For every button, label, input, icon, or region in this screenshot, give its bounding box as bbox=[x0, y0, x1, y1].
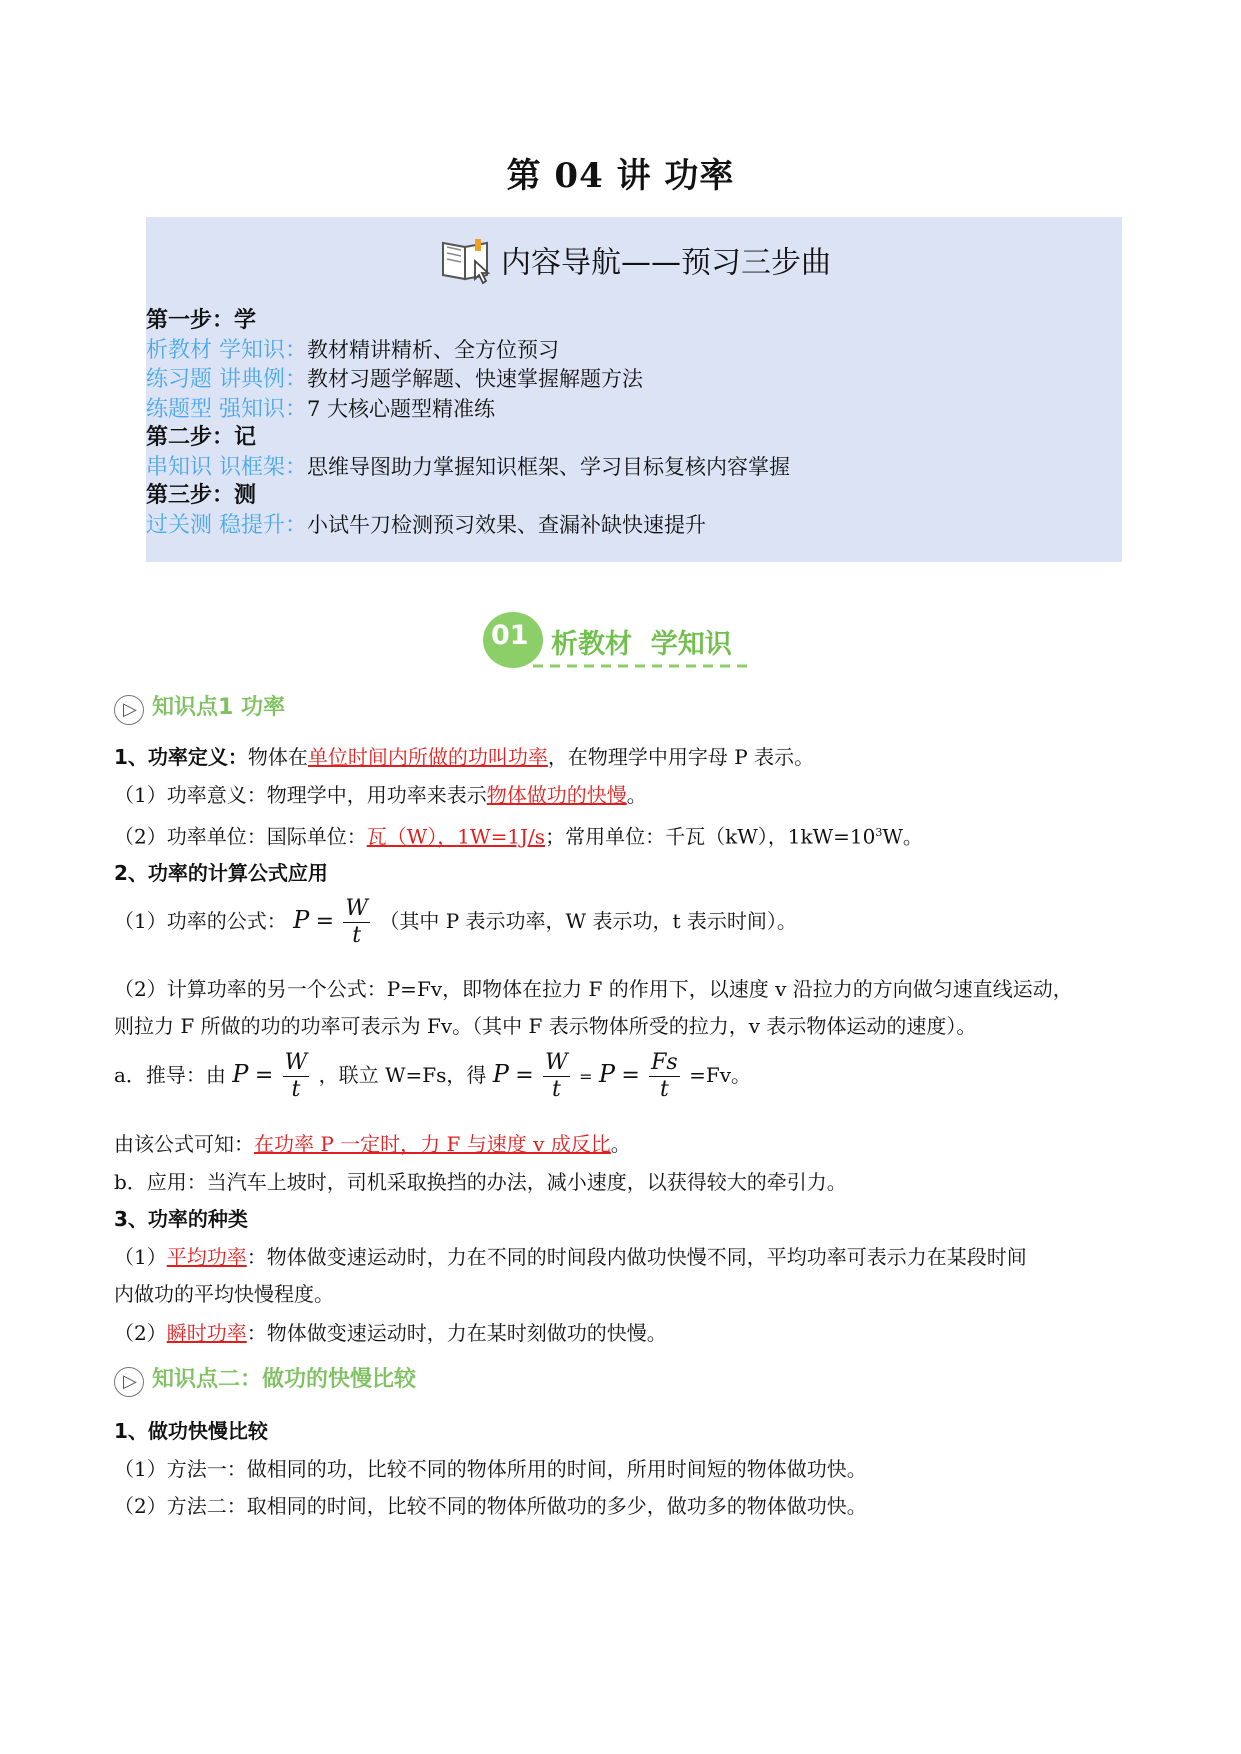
average-power-line bbox=[114, 1242, 1027, 1272]
average-power-line2: 内做功的平均快慢程度。 bbox=[114, 1282, 334, 1306]
nav-row bbox=[146, 453, 790, 483]
fraction-w-over-t bbox=[283, 1050, 310, 1103]
text: （2） bbox=[114, 1321, 167, 1345]
section-head: 1、做功快慢比较 bbox=[114, 1419, 268, 1443]
numerator: W bbox=[345, 896, 369, 921]
text: ；常用单位：千瓦（kW），1kW=10 bbox=[545, 824, 876, 849]
formula-section-head bbox=[114, 858, 328, 888]
meaning-line bbox=[114, 780, 647, 810]
nav-row-text: 教材习题学解题、快速掌握解题方法 bbox=[307, 367, 643, 391]
nav-row-text: 小试牛刀检测预习效果、查漏补缺快速提升 bbox=[307, 512, 706, 537]
superscript: 3 bbox=[875, 826, 883, 839]
text: 。 bbox=[610, 1132, 631, 1156]
nav-row-text: 7 大核心题型精准练 bbox=[307, 396, 496, 421]
content-navigation-box bbox=[146, 217, 1122, 562]
emphasis: 物体做功的快慢 bbox=[486, 783, 627, 807]
equals: = bbox=[254, 1063, 274, 1088]
page-title: 第 04 讲 功率 bbox=[506, 156, 735, 196]
definition-head: 1、功率定义： bbox=[114, 745, 248, 769]
knowledge-point-2-heading bbox=[114, 1362, 416, 1397]
nav-row-label: 串知识 识框架： bbox=[146, 454, 307, 480]
emphasis: 瓦（W），1W=1J/s bbox=[366, 824, 546, 849]
text: a．推导：由 bbox=[114, 1063, 226, 1087]
nav-row-label: 练习题 讲典例： bbox=[146, 367, 307, 392]
equals: = bbox=[515, 1063, 534, 1088]
knowledge-point-1-heading bbox=[114, 690, 285, 725]
fraction-w-over-t bbox=[543, 1050, 570, 1103]
play-arrow-icon: ▷ bbox=[114, 1367, 144, 1397]
section-head: 3、功率的种类 bbox=[114, 1207, 248, 1231]
derivation-line bbox=[114, 1050, 751, 1103]
text: （1） bbox=[114, 1245, 167, 1269]
text: ，联立 W=Fs，得 bbox=[318, 1063, 487, 1087]
conclusion-line bbox=[114, 1129, 631, 1159]
nav-row-text: 教材精讲精析、全方位预习 bbox=[307, 337, 559, 362]
method-one-line: （1）方法一：做相同的功，比较不同的物体所用的时间，所用时间短的物体做功快。 bbox=[114, 1457, 867, 1481]
text: （1）功率意义：物理学中，用功率来表示 bbox=[114, 783, 487, 807]
method-two-line: （2）方法二：取相同的时间，比较不同的物体所做功的多少，做功多的物体做功快。 bbox=[114, 1494, 867, 1518]
unit-line bbox=[114, 818, 923, 852]
text: ：物体做变速运动时，力在某时刻做功的快慢。 bbox=[246, 1321, 667, 1345]
symbol-p: P bbox=[293, 906, 310, 934]
text: （其中 P 表示功率，W 表示功，t 表示时间）。 bbox=[379, 909, 797, 933]
instant-power-line bbox=[114, 1318, 667, 1348]
section-head: 2、功率的计算公式应用 bbox=[114, 861, 328, 885]
section-number: 01 bbox=[491, 620, 529, 651]
nav-row-text: 思维导图助力掌握知识框架、学习目标复核内容掌握 bbox=[307, 454, 790, 479]
denominator: t bbox=[543, 1076, 570, 1103]
nav-row bbox=[146, 395, 790, 425]
power-types-head bbox=[114, 1204, 248, 1234]
equals: = bbox=[621, 1063, 640, 1088]
formula2-line2: 则拉力 F 所做的功的功率可表示为 Fv。（其中 F 表示物体所受的拉力，v 表示物体运动的速度）。 bbox=[114, 1014, 977, 1038]
nav-row-label: 过关测 稳提升： bbox=[146, 512, 307, 538]
definition-line bbox=[114, 742, 814, 772]
text: 由该公式可知： bbox=[114, 1132, 254, 1156]
knowledge-point-title: 知识点二：做功的快慢比较 bbox=[152, 1367, 417, 1392]
symbol-p: P bbox=[598, 1060, 615, 1088]
text: W。 bbox=[882, 824, 923, 849]
nav-row-label: 练题型 强知识： bbox=[146, 396, 307, 422]
application-line: b．应用：当汽车上坡时，司机采取换挡的办法，减小速度，以获得较大的牵引力。 bbox=[114, 1170, 847, 1194]
text: ：物体做变速运动时，力在不同的时间段内做功快慢不同，平均功率可表示力在某段时间 bbox=[246, 1245, 1027, 1269]
numerator: Fs bbox=[651, 1050, 678, 1075]
step-one: 第一步：学 bbox=[146, 308, 257, 333]
text: 。 bbox=[626, 783, 647, 807]
book-pointer-icon bbox=[437, 235, 497, 293]
symbol-p: P bbox=[492, 1060, 509, 1088]
fraction-fs-over-t bbox=[649, 1050, 680, 1103]
symbol-p: P bbox=[232, 1060, 249, 1088]
equals: = bbox=[315, 909, 335, 934]
formula2-line1: （2）计算功率的另一个公式：P=Fv，即物体在拉力 F 的作用下，以速度 v 沿拉力的方向做匀速直线运动， bbox=[114, 977, 1073, 1001]
numerator: W bbox=[284, 1050, 308, 1075]
emphasis: 单位时间内所做的功叫功率 bbox=[307, 745, 548, 769]
equals: = bbox=[579, 1067, 593, 1086]
section-label: 析教材 学知识 bbox=[551, 629, 732, 660]
text: （2）功率单位：国际单位： bbox=[114, 824, 367, 849]
denominator: t bbox=[343, 922, 370, 949]
step-three: 第三步：测 bbox=[146, 483, 257, 508]
numerator: W bbox=[545, 1050, 568, 1075]
denominator: t bbox=[649, 1076, 680, 1103]
compare-head bbox=[114, 1416, 268, 1446]
knowledge-point-title: 知识点1 功率 bbox=[152, 695, 285, 720]
text: （1）功率的公式： bbox=[114, 909, 287, 933]
play-arrow-icon: ▷ bbox=[114, 695, 144, 725]
emphasis: 平均功率 bbox=[166, 1245, 247, 1269]
text: =Fv。 bbox=[689, 1063, 751, 1087]
nav-row bbox=[146, 336, 790, 366]
nav-row bbox=[146, 511, 790, 541]
nav-row-label: 析教材 学知识： bbox=[146, 337, 307, 363]
emphasis: 瞬时功率 bbox=[166, 1321, 247, 1345]
fraction-w-over-t bbox=[343, 896, 370, 949]
formula-line bbox=[114, 896, 797, 949]
text: 物体在 bbox=[247, 745, 308, 769]
nav-row bbox=[146, 365, 790, 395]
emphasis: 在功率 P 一定时，力 F 与速度 v 成反比 bbox=[254, 1132, 611, 1156]
text: ，在物理学中用字母 P 表示。 bbox=[547, 745, 815, 769]
section-badge bbox=[481, 610, 751, 674]
denominator: t bbox=[283, 1076, 310, 1103]
step-two: 第二步：记 bbox=[146, 425, 257, 450]
navigation-heading bbox=[146, 235, 1122, 293]
navigation-heading-text: 内容导航——预习三步曲 bbox=[501, 245, 831, 281]
navigation-steps bbox=[146, 307, 790, 540]
